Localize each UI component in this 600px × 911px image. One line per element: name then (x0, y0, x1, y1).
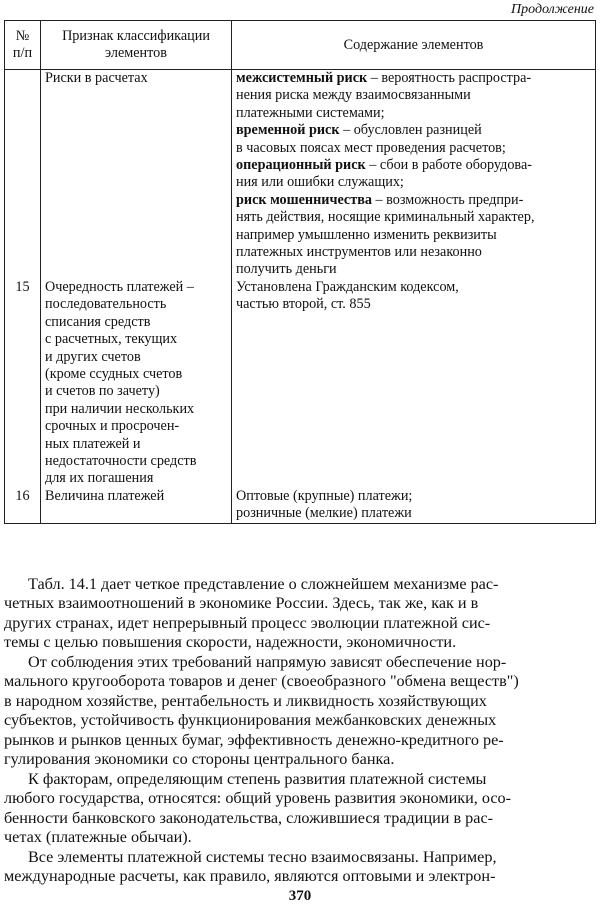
row-number (5, 70, 41, 279)
header-content: Содержание элементов (232, 21, 596, 70)
row-number: 15 (5, 279, 41, 488)
content-line (236, 122, 591, 139)
feature-line: ных платежей и (45, 435, 141, 452)
paragraph-line: бенности банковского законодательства, сложившиеся традиции в рас- (4, 808, 494, 827)
header-feature (41, 21, 232, 70)
paragraph-line: субъектов, устойчивость функционирования межбанковских денежных (4, 711, 497, 730)
content-text: – вероятность распростра- (367, 70, 532, 86)
feature-line: срочных и просрочен- (45, 418, 180, 435)
feature-line: с расчетных, текущих (45, 331, 178, 348)
risk-term: операционный риск (236, 157, 366, 174)
content-text: – возможность предпри- (371, 191, 524, 208)
content-line: нять действия, носящие криминальный характер, (236, 209, 535, 226)
feature-line: последовательность (45, 296, 167, 313)
paragraph-line: любого государства, относятся: общий уровень развития экономики, осо- (4, 789, 512, 808)
paragraph-line: международные расчеты, как правило, являются оптовыми и электрон- (4, 867, 496, 885)
content-line: частью второй, ст. 855 (236, 296, 371, 313)
feature-line: и счетов по зачету) (45, 383, 160, 400)
row-feature (41, 70, 232, 279)
content-line: ния или ошибки служащих; (236, 174, 404, 191)
body-paragraph (4, 575, 596, 653)
feature-line: Риски в расчетах (45, 70, 148, 86)
content-line (236, 192, 591, 209)
feature-line: для их погашения (45, 470, 154, 487)
paragraph-line: рынков и рынков ценных бумаг, эффективность денежно-кредитного ре- (4, 730, 504, 749)
paragraph-line: темы с целью повышения скорости, надежности, экономичности. (4, 633, 457, 652)
feature-line: Очередность платежей – (45, 278, 194, 295)
table-row (5, 70, 596, 279)
risk-term: межсистемный риск (236, 70, 368, 86)
content-line: платежных инструментов или незаконно (236, 244, 482, 261)
row-feature (41, 279, 232, 488)
risk-term: риск мошенничества (236, 191, 372, 208)
paragraph-line: Табл. 14.1 дает четкое представление о сложнейшем механизме рас- (28, 575, 499, 593)
header-num-line: № (15, 28, 30, 44)
body-paragraph (4, 848, 596, 886)
feature-line: и других счетов (45, 348, 141, 365)
content-line: например умышленно изменить реквизиты (236, 226, 497, 243)
content-line: Установлена Гражданским кодексом, (236, 278, 459, 295)
classification-table (4, 20, 596, 524)
content-line: платежными системами; (236, 104, 385, 121)
feature-line: при наличии нескольких (45, 400, 195, 417)
content-text: – сбои в работе оборудова- (365, 157, 532, 174)
paragraph-line: в народном хозяйстве, рентабельность и ликвидность хозяйствующих (4, 691, 487, 710)
header-num (5, 21, 41, 70)
row-content (232, 279, 596, 488)
paragraph-line: От соблюдения этих требований напрямую зависят обеспечение нор- (28, 653, 507, 671)
row-content (232, 488, 596, 523)
table-header-row (5, 21, 596, 70)
paragraph-line: Все элементы платежной системы тесно взаимосвязаны. Например, (28, 848, 497, 866)
feature-line: недостаточности средств (45, 452, 197, 469)
row-content (232, 70, 596, 279)
continuation-label: Продолжение (511, 2, 594, 17)
row-feature (41, 488, 232, 523)
paragraph-line: четах (платежные обычаи). (4, 828, 192, 847)
paragraph-line: гулирования экономики со стороны центрального банка. (4, 750, 395, 769)
feature-line: списания средств (45, 313, 151, 330)
content-line: нения риска между взаимосвязанными (236, 87, 471, 104)
content-line: розничные (мелкие) платежи (236, 505, 412, 522)
feature-line: (кроме ссудных счетов (45, 365, 183, 382)
header-num-line: п/п (12, 45, 33, 61)
content-line: получить деньги (236, 261, 337, 278)
content-line: в часовых поясах мест проведения расчетов; (236, 139, 506, 156)
row-number: 16 (5, 488, 41, 523)
content-line (236, 70, 591, 87)
content-text: – обусловлен разницей (339, 122, 482, 139)
page-number: 370 (288, 888, 312, 904)
feature-line: Величина платежей (45, 487, 165, 504)
content-line: Оптовые (крупные) платежи; (236, 487, 413, 504)
risk-term: временной риск (236, 122, 340, 139)
table-row (5, 488, 596, 523)
paragraph-line: мального кругооборота товаров и денег (своеобразного "обмена веществ") (4, 672, 519, 691)
content-line (236, 157, 591, 174)
paragraph-line: четных взаимоотношений в экономике России. Здесь, так же, как и в (4, 594, 479, 613)
paragraph-line: других странах, идет непрерывный процесс эволюции платежной сис- (4, 613, 491, 632)
table-row (5, 279, 596, 488)
header-feature-line: Признак классификации (62, 28, 210, 44)
paragraph-line: К факторам, определяющим степень развития платежной системы (28, 770, 487, 788)
body-paragraph (4, 653, 596, 769)
body-paragraph (4, 770, 596, 848)
header-feature-line: элементов (105, 45, 167, 61)
